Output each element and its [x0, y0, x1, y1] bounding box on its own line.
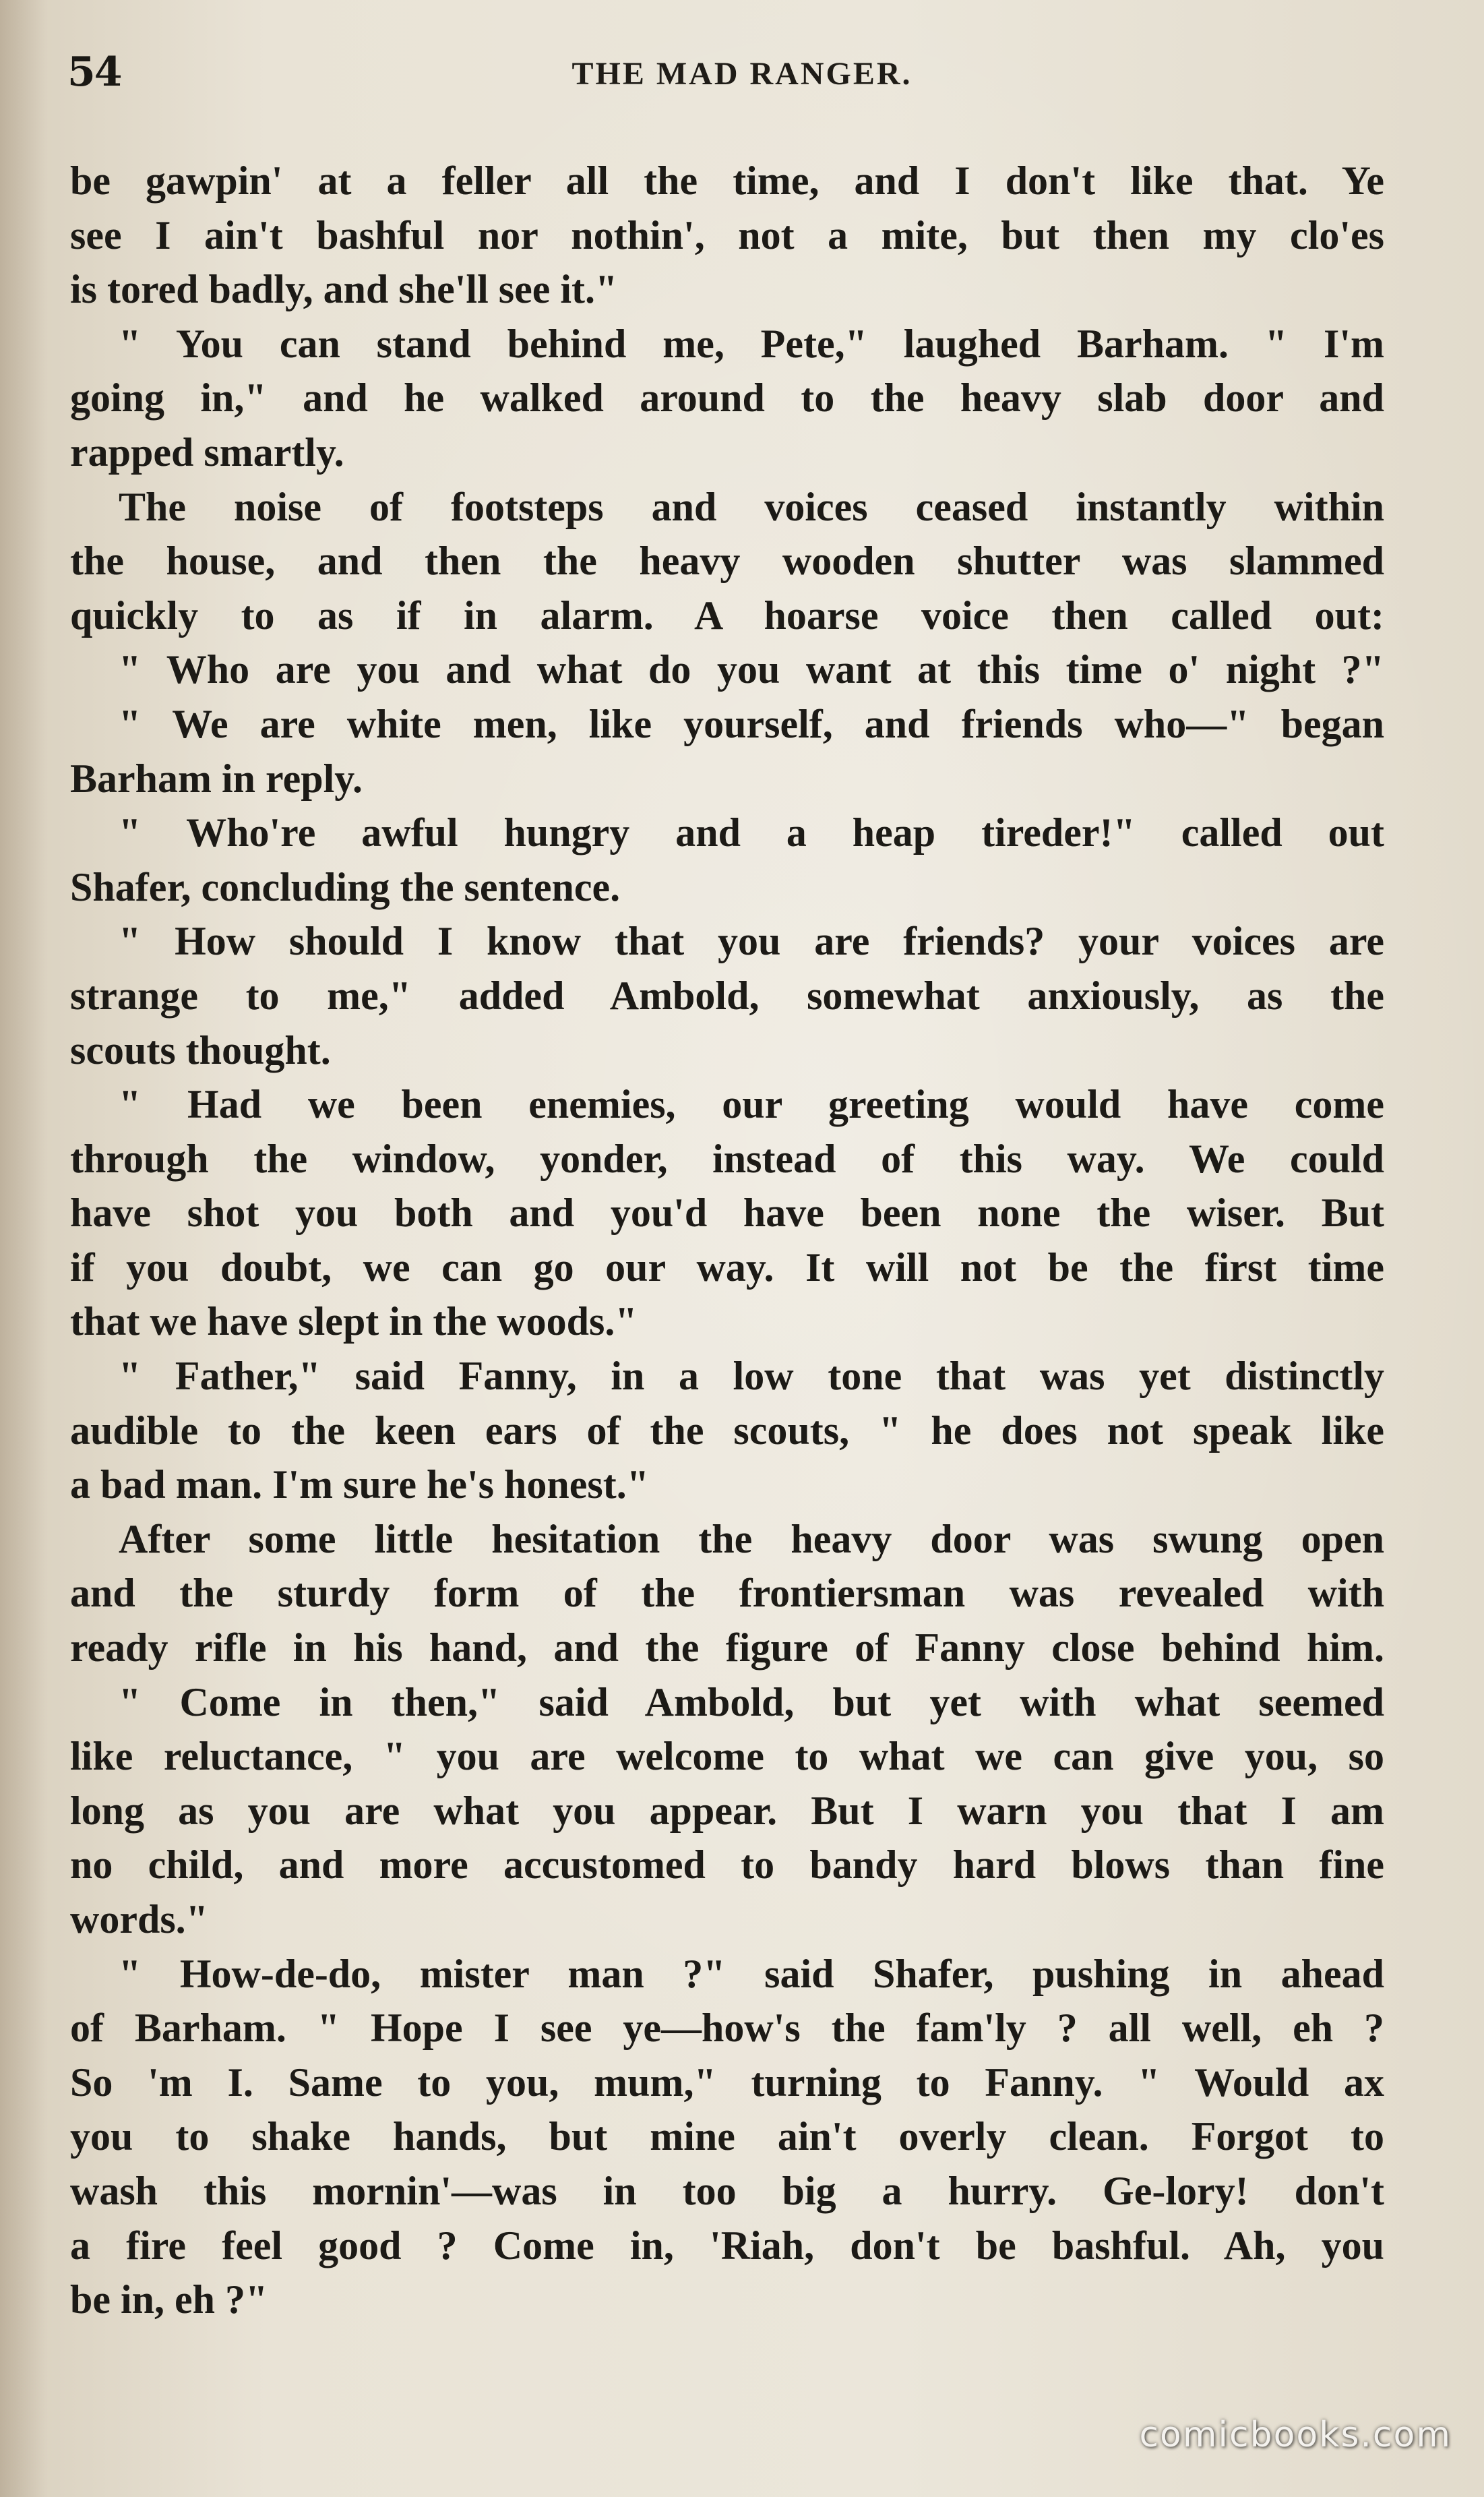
text-line: " Had we been enemies, our greeting would have come: [119, 1082, 1384, 1127]
text-line: Shafer, concluding the sentence.: [70, 864, 621, 909]
running-title: THE MAD RANGER.: [571, 56, 913, 92]
text-line: After some little hesitation the heavy door was swung open: [119, 1516, 1384, 1561]
text-line: strange to me," added Ambold, somewhat anxiously, as the: [70, 973, 1384, 1018]
text-line: be in, eh ?": [70, 2277, 268, 2322]
text-line: long as you are what you appear. But I warn you that I am: [70, 1788, 1384, 1833]
text-line: ready rifle in his hand, and the figure of Fanny close behind him.: [70, 1625, 1384, 1671]
text-line: " Come in then," said Ambold, but yet with what seemed: [119, 1679, 1384, 1724]
text-line: is tored badly, and she'll see it.": [70, 267, 618, 312]
text-line: quickly to as if in alarm. A hoarse voice then called out:: [70, 593, 1384, 638]
text-line: of Barham. " Hope I see ye—how's the fam'ly ? all well, eh ?: [70, 2006, 1384, 2051]
text-line: through the window, yonder, instead of this way. We could: [70, 1136, 1384, 1181]
text-line: " How should I know that you are friends? your voices are: [119, 919, 1384, 964]
text-line: going in," and he walked around to the heavy slab door and: [70, 375, 1384, 421]
text-line: " How-de-do, mister man ?" said Shafer, pushing in ahead: [119, 1951, 1384, 1996]
text-line: that we have slept in the woods.": [70, 1299, 638, 1344]
text-line: the house, and then the heavy wooden shutter was slammed: [70, 539, 1384, 584]
text-line: be gawpin' at a feller all the time, and I don't like that. Ye: [70, 158, 1384, 203]
text-line: a fire feel good ? Come in, 'Riah, don't be bashful. Ah, you: [70, 2223, 1384, 2268]
text-line: audible to the keen ears of the scouts, " he does not speak like: [70, 1408, 1384, 1453]
text-line: have shot you both and you'd have been none the wiser. But: [70, 1191, 1384, 1236]
text-line: and the sturdy form of the frontiersman was revealed with: [70, 1571, 1384, 1616]
text-line: scouts thought.: [70, 1027, 331, 1073]
text-line: rapped smartly.: [70, 429, 344, 475]
text-line: you to shake hands, but mine ain't overly clean. Forgot to: [70, 2114, 1384, 2159]
text-line: " Who're awful hungry and a heap tireder!" called out: [119, 810, 1384, 855]
text-line: " We are white men, like yourself, and friends who—" began: [119, 701, 1384, 746]
text-line: if you doubt, we can go our way. It will not be the first time: [70, 1244, 1384, 1290]
text-line: see I ain't bashful nor nothin', not a mite, but then my clo'es: [70, 212, 1384, 258]
page-header: [67, 49, 1417, 96]
text-line: So 'm I. Same to you, mum," turning to Fanny. " Would ax: [70, 2059, 1384, 2105]
text-line: The noise of footsteps and voices ceased instantly within: [119, 484, 1384, 529]
body-text: [70, 154, 1384, 2327]
page-number: 54: [67, 49, 121, 96]
text-line: words.": [70, 1897, 208, 1942]
text-line: " Who are you and what do you want at this time o' night ?": [119, 647, 1384, 692]
text-line: " You can stand behind me, Pete," laughed Barham. " I'm: [119, 321, 1384, 366]
text-line: Barham in reply.: [70, 756, 363, 801]
text-line: like reluctance, " you are welcome to what we can give you, so: [70, 1734, 1384, 1779]
text-line: wash this mornin'—was in too big a hurry. Ge-lory! don't: [70, 2168, 1384, 2213]
text-line: a bad man. I'm sure he's honest.": [70, 1462, 650, 1507]
watermark-logo: comicbooks.com: [1139, 2415, 1452, 2455]
text-line: no child, and more accustomed to bandy hard blows than fine: [70, 1842, 1384, 1888]
text-line: " Father," said Fanny, in a low tone that was yet distinctly: [119, 1354, 1384, 1399]
